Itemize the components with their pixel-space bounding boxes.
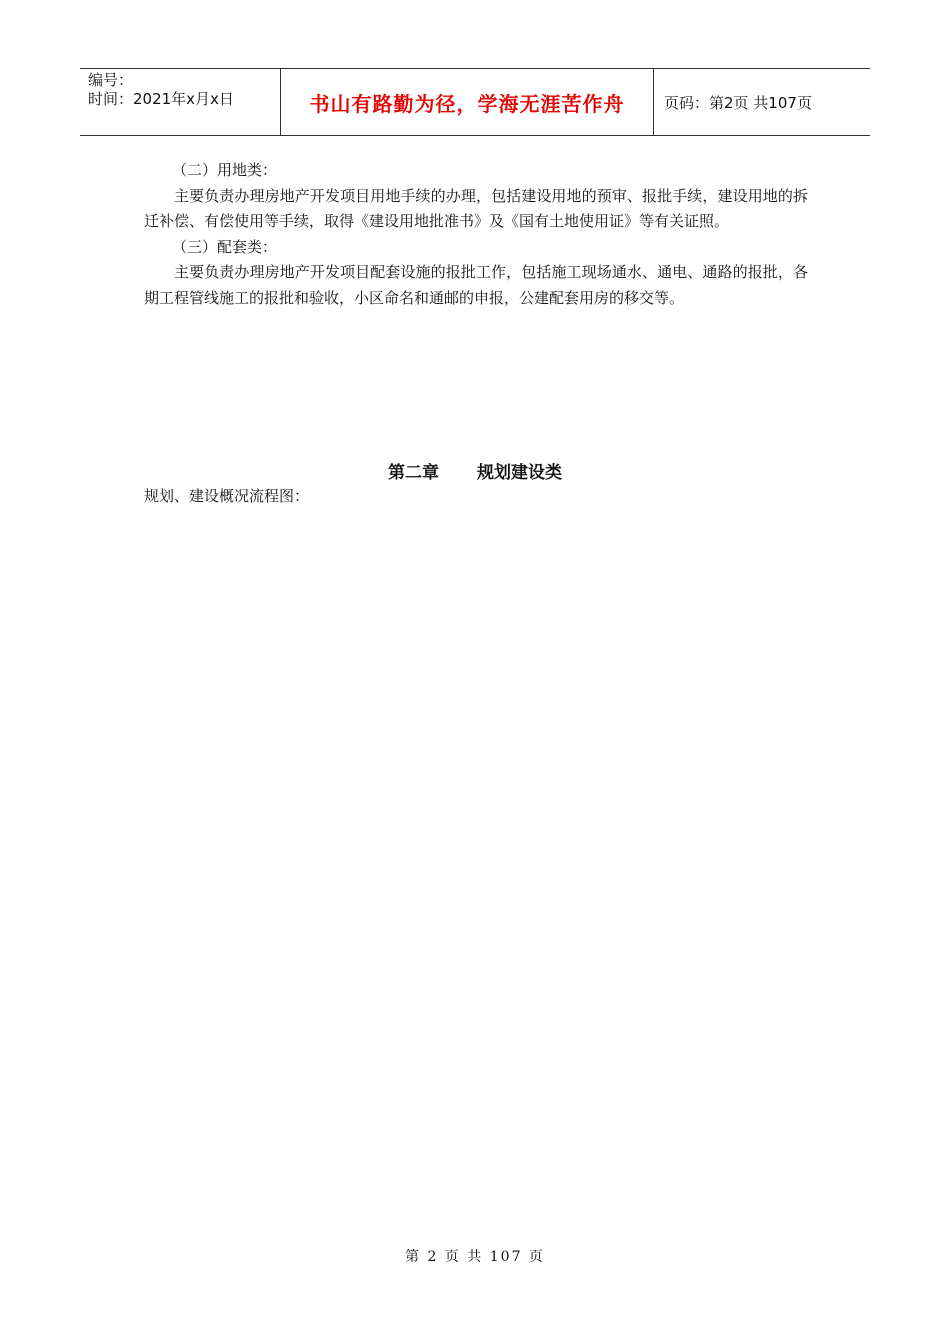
section-heading-supporting: （三）配套类： xyxy=(172,237,278,256)
chapter-heading xyxy=(0,458,950,483)
header-motto: 书山有路勤为径，学海无涯苦作舟 xyxy=(281,69,654,135)
serial-label: 编号： xyxy=(88,71,134,89)
section-heading-land: （二）用地类： xyxy=(172,161,278,179)
page-header xyxy=(80,68,870,136)
section-body-supporting: 主要负责办理房地产开发项目配套设施的报批工作，包括施工现场通水、通电、通路的报批，各期工程管线施工的报批和验收，小区命名和通邮的申报，公建配套用房的移交等。 xyxy=(144,263,808,307)
header-page-info: 页码：第2页 共107页 xyxy=(664,93,812,112)
chapter-title: 规划建设类 xyxy=(477,463,562,483)
header-meta xyxy=(80,69,281,135)
flow-chart-label: 规划、建设概况流程图： xyxy=(144,487,310,505)
document-body xyxy=(144,158,808,311)
section-body-land: 主要负责办理房地产开发项目用地手续的办理，包括建设用地的预审、报批手续，建设用地的拆迁补偿、有偿使用等手续，取得《建设用地批准书》及《国有土地使用证》等有关证照。 xyxy=(144,186,808,230)
time-label: 时间：2021年x月x日 xyxy=(88,90,234,108)
chapter-number: 第二章 xyxy=(388,463,439,483)
page-footer: 第 2 页 共 107 页 xyxy=(405,1249,545,1265)
